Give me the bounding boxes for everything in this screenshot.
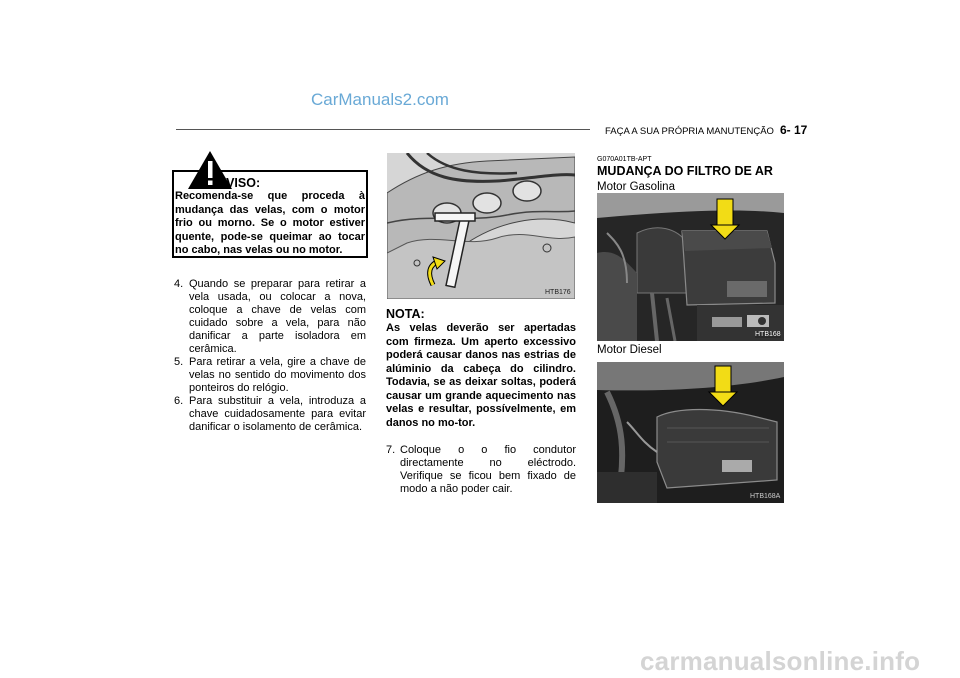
step-5: [174, 356, 366, 395]
step-text: Quando se preparar para retirar a vela usada, ou colocar a nova, coloque a chave de velas com cuidado sobre a vela, para não danificar a parte isoladora em cerâmica.: [189, 278, 366, 355]
watermark-top: CarManuals2.com: [311, 90, 449, 109]
header-rule: [176, 129, 590, 130]
spark-plug-illustration: [387, 153, 575, 299]
photo-label-htb168: HTB168: [755, 331, 781, 338]
step-text: Coloque o o fio condutor directamente no eléctrodo. Verifique se ficou bem fixado de modo a não poder cair.: [400, 444, 576, 495]
note-body: As velas deverão ser apertadas com firmeza. Um aperto excessivo poderá causar danos nas estrias de alúminio da cabeça do cilindro. Todavia, se as deixar soltas, poderá causar um grande aquecimento nas velas e resultar, possívelmente, em danos no mo-tor.: [386, 322, 576, 429]
step-4: [174, 278, 366, 356]
gasoline-engine-illustration: [597, 193, 784, 341]
page-number: 6- 17: [779, 123, 808, 137]
photo-label-htb168a: HTB168A: [750, 493, 781, 500]
note-title: NOTA:: [386, 307, 425, 321]
step-7: [386, 444, 576, 496]
step-text: Para substituir a vela, introduza a chave cuidadosamente para evitar danificar o isolamento de cerâmica.: [189, 395, 366, 433]
step-number: 5.: [174, 356, 184, 368]
warning-body: Recomenda-se que proceda à mudança das velas, com o motor frio ou morno. Se o motor estiver quente, pode-se queimar ao tocar no cabo, nas velas ou no motor.: [175, 190, 365, 256]
section-code: G070A01TB-APT: [597, 156, 652, 163]
steps-left: [174, 278, 366, 434]
page-header: [605, 123, 807, 137]
diesel-engine-illustration: [597, 362, 784, 503]
spark-plug-photo: [387, 153, 575, 299]
photo-label-htb176: HTB176: [545, 289, 571, 296]
step-number: 7.: [386, 444, 396, 456]
diesel-engine-photo: [597, 362, 784, 503]
section-title: MUDANÇA DO FILTRO DE AR: [597, 164, 773, 178]
step-text: Para retirar a vela, gire a chave de velas no sentido do movimento dos ponteiros do relógio.: [189, 356, 366, 394]
step-number: 4.: [174, 278, 184, 290]
subheading-gasoline: Motor Gasolina: [597, 181, 675, 193]
warning-title: AVISO:: [218, 176, 261, 190]
subheading-diesel: Motor Diesel: [597, 344, 662, 356]
step-number: 6.: [174, 395, 184, 407]
watermark-bottom: carmanualsonline.info: [640, 646, 921, 676]
step-6: [174, 395, 366, 434]
header-title: FAÇA A SUA PRÓPRIA MANUTENÇÃO: [605, 126, 774, 137]
gasoline-engine-photo: [597, 193, 784, 341]
